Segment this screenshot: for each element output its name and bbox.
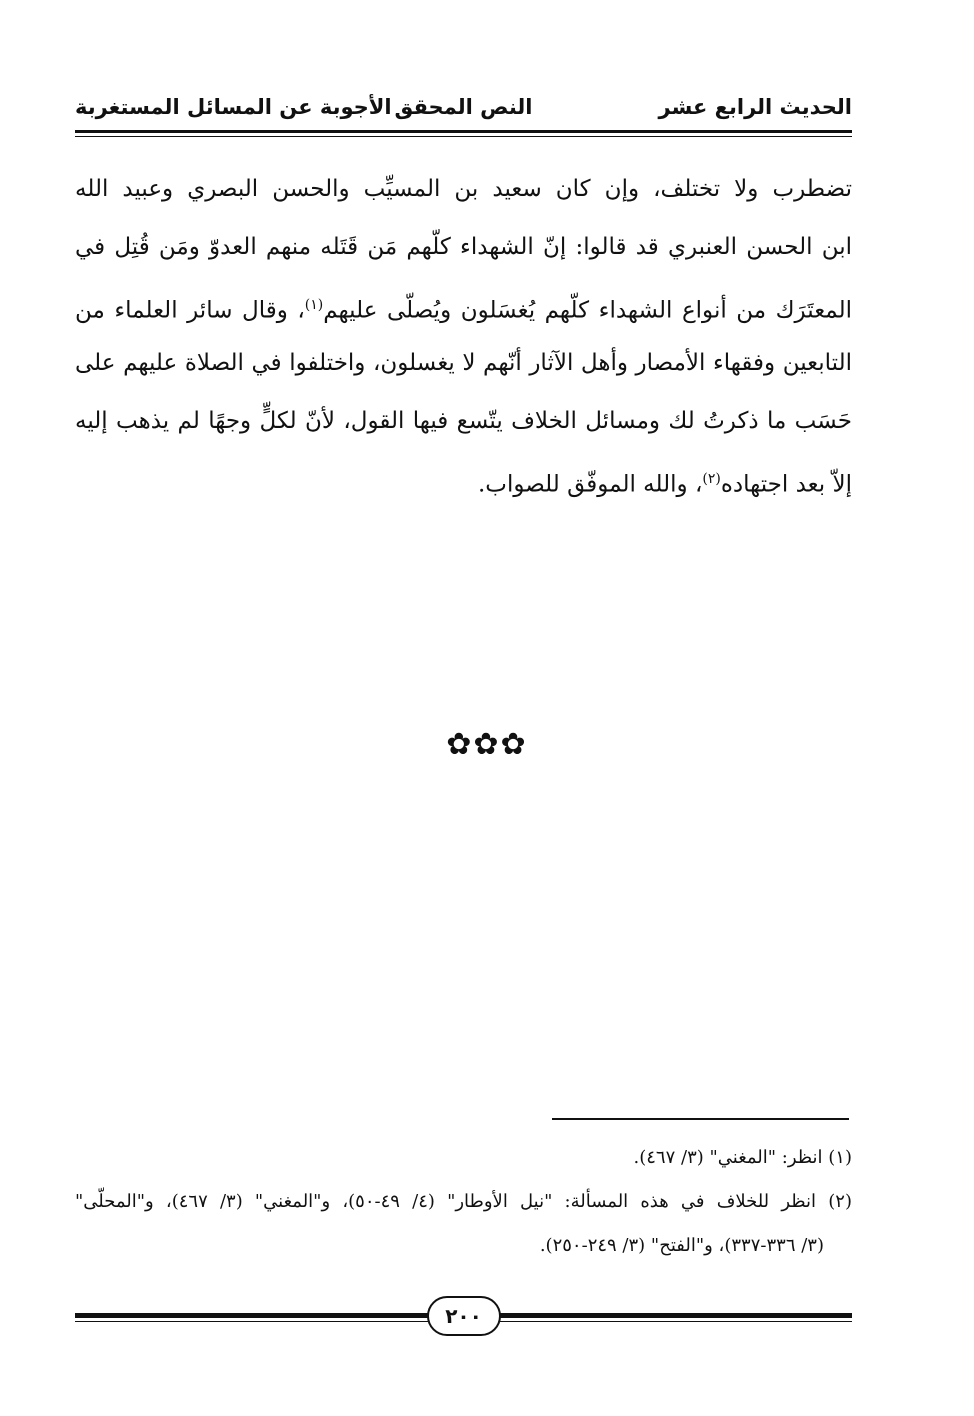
text-segment: المعتَرَك من أنواع الشهداء كلّهم يُغسَلون ويُصلّى عليهم	[323, 297, 852, 324]
text-line: تضطرب ولا تختلف، وإن كان سعيد بن المسيِّب والحسن البصري وعبيد الله	[75, 176, 852, 202]
footnote-1: (١) انظر: "المغني" (٣/ ٤٦٧).	[633, 1147, 852, 1168]
main-text	[75, 160, 852, 508]
text-segment: ، والله الموفّق للصواب.	[478, 471, 703, 498]
text-line	[75, 450, 852, 508]
footnote-2: (٢) انظر للخلاف في هذه المسألة: "نيل الأوطار" (٤/ ٤٩-٥٠)، و"المغني" (٣/ ٤٦٧)، و"المحلّى"	[75, 1191, 852, 1212]
page-footer	[75, 1296, 852, 1336]
section-divider-ornament: ✿✿✿	[446, 727, 528, 762]
text-segment: ، وقال سائر العلماء من	[75, 297, 305, 324]
text-segment: إلاّ بعد اجتهاده	[720, 471, 852, 498]
running-header	[75, 92, 852, 128]
footnotes	[75, 1136, 852, 1268]
text-line: التابعين وفقهاء الأمصار وأهل الآثار أنّهم لا يغسلون، واختلفوا في الصلاة عليهم على	[75, 350, 852, 376]
text-line: ابن الحسن العنبري قد قالوا: إنّ الشهداء كلّهم مَن قَتَله منهم العدوّ ومَن قُتِل في	[75, 234, 852, 260]
header-rule	[75, 130, 852, 133]
footnote-rule	[552, 1118, 849, 1120]
footnote-2-continued: (٣/ ٣٣٦-٣٣٧)، و"الفتح" (٣/ ٢٤٩-٢٥٠).	[539, 1235, 824, 1256]
header-chapter-title: الحديث الرابع عشر	[658, 95, 852, 119]
footnote-reference: (٢)	[702, 471, 721, 487]
header-section-title: النص المحقق	[394, 95, 533, 119]
text-line: حَسَب ما ذكرتُ لك ومسائل الخلاف يتّسع فيها القول، لأنّ لكلٍّ وجهًا لم يذهب إليه	[75, 408, 852, 434]
header-book-title: الأجوبة عن المسائل المستغربة	[75, 95, 392, 119]
text-line	[75, 276, 852, 334]
footnote-reference: (١)	[304, 297, 324, 313]
page-number: ٢٠٠	[427, 1296, 501, 1336]
